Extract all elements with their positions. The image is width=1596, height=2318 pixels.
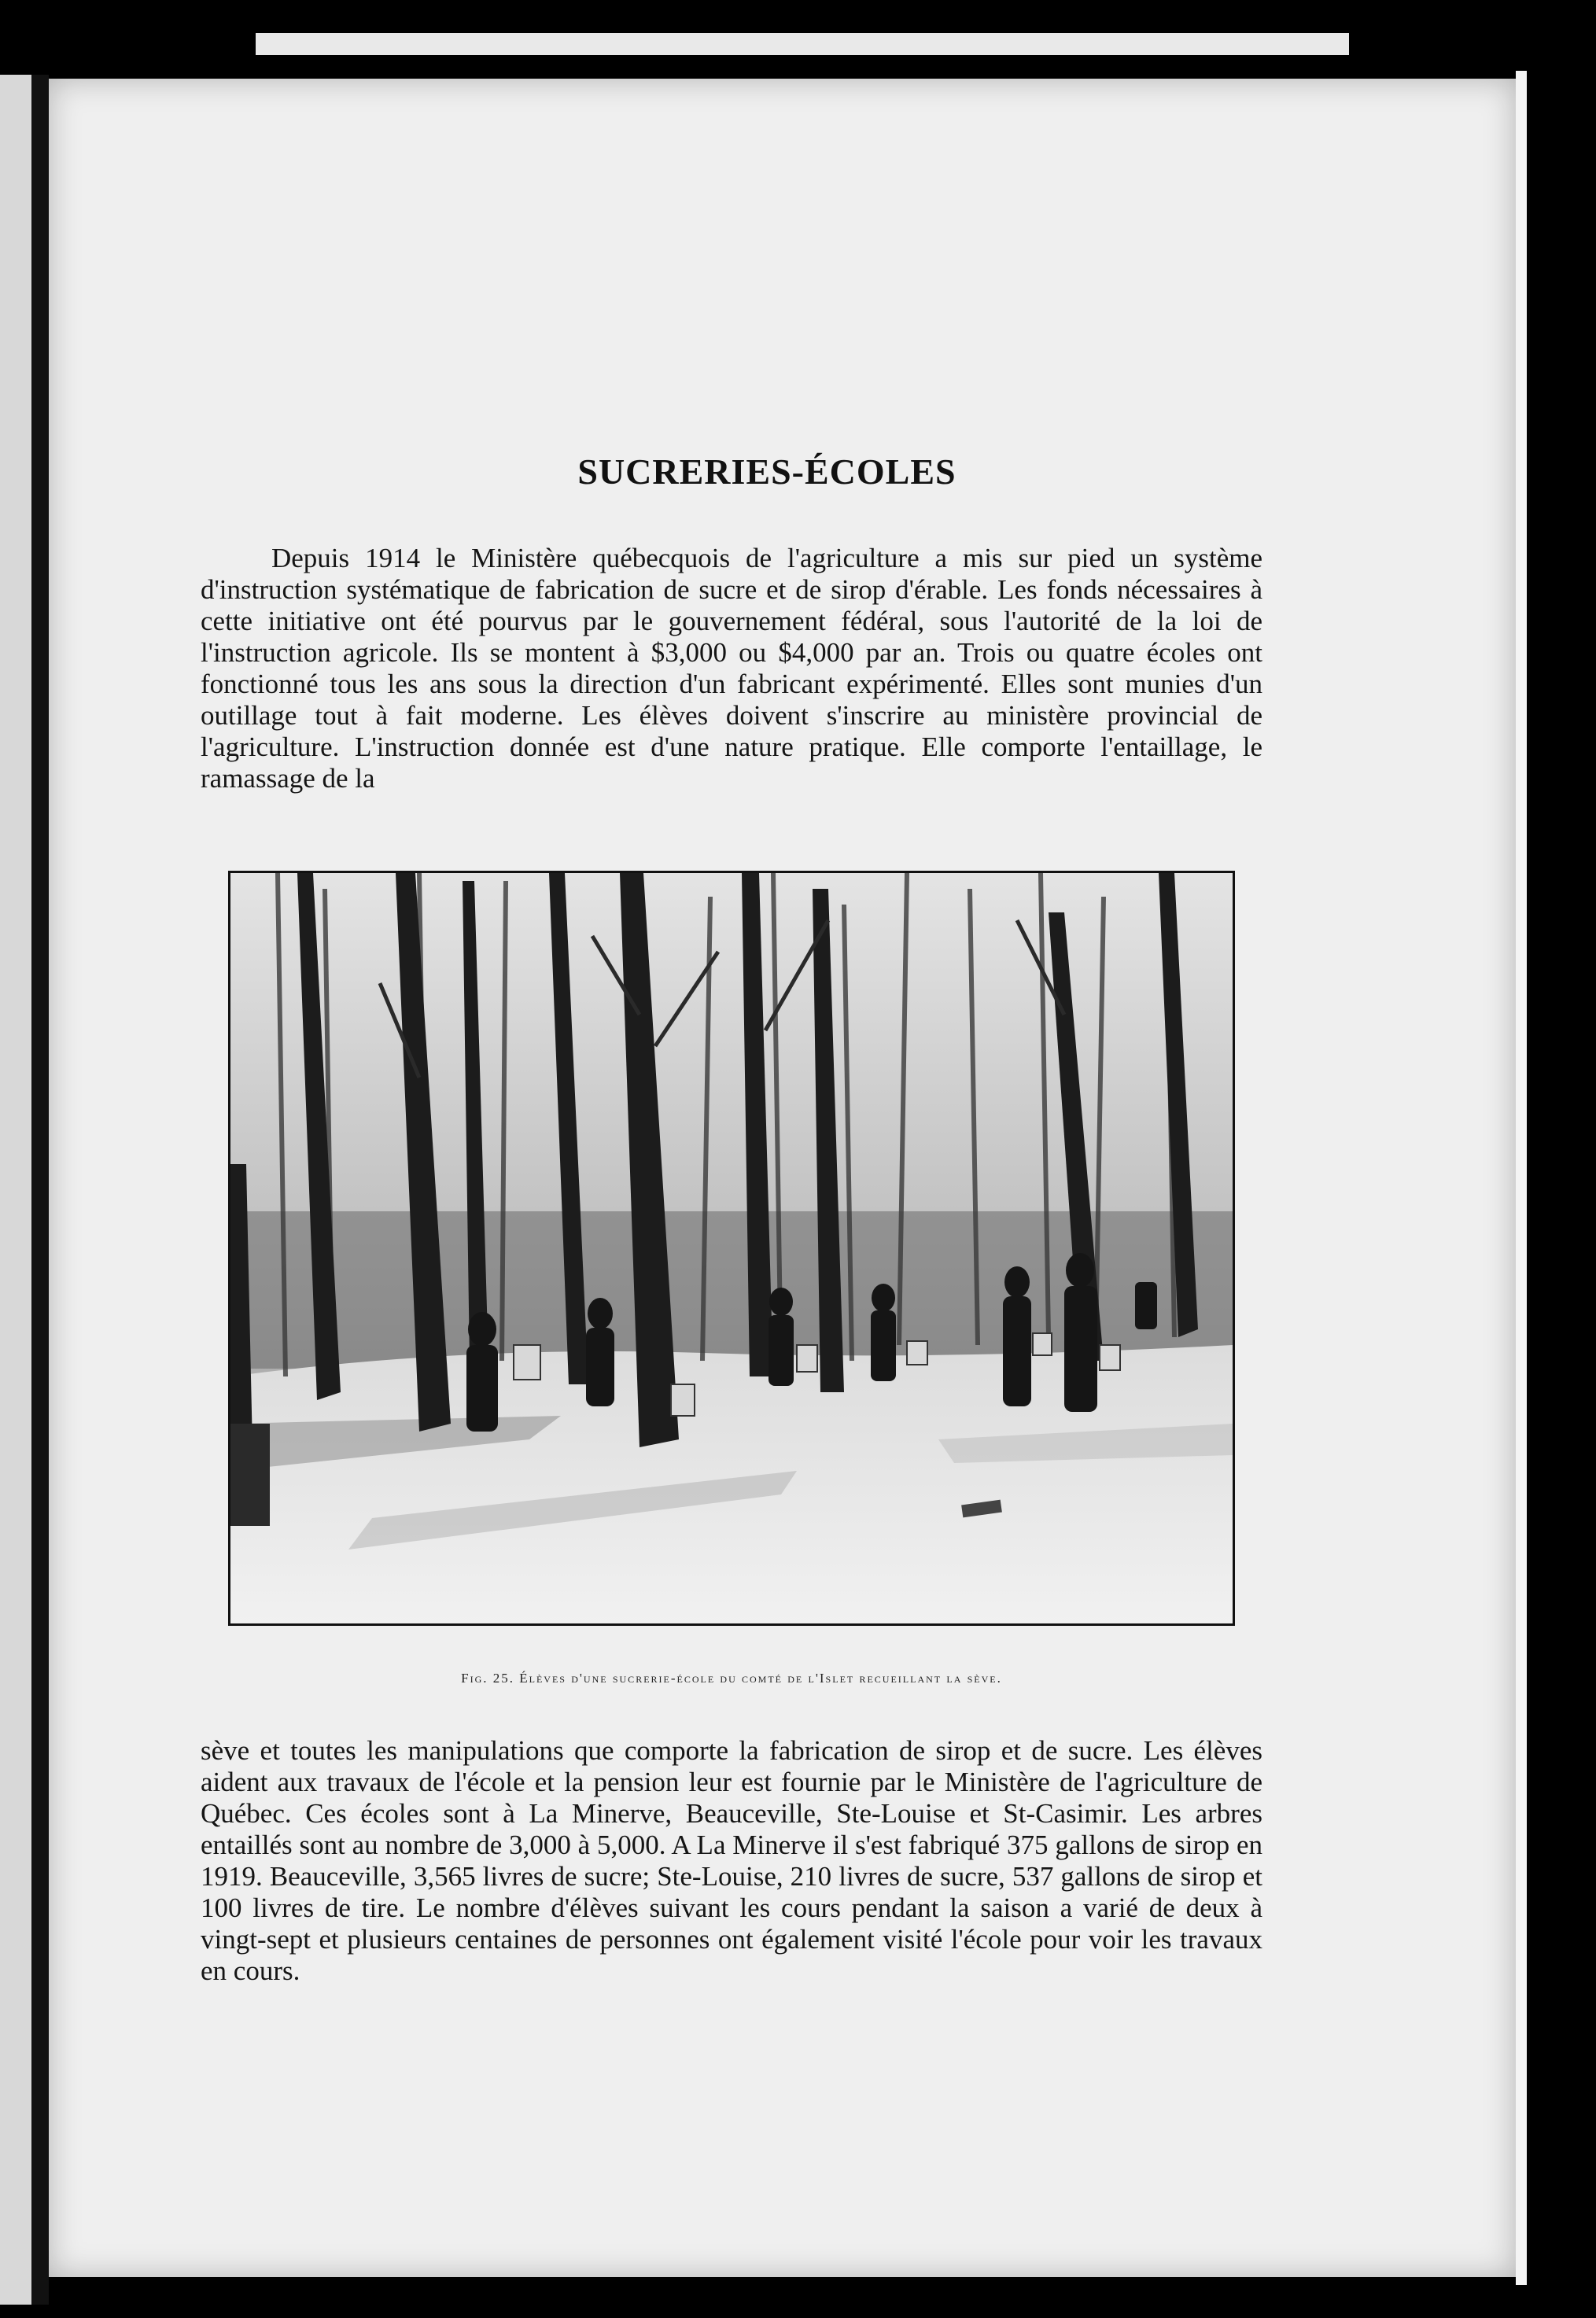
body-paragraph-1: Depuis 1914 le Ministère québecquois de l'agriculture a mis sur pied un système d'instruction systématique de fabrication de sucre et de sirop d'érable. Les fonds nécessaires à cette initiative ont été pourvus par le gouvernement fédéral, sous l'autorité de la loi de l'instruction agricole. Ils se montent à $3,000 ou $4,000 par an. Trois ou quatre écoles ont fonctionné tous les ans sous la direction d'un fabricant expérimenté. Elles sont munies d'un outillage tout à fait moderne. Les élèves doivent s'inscrire au ministère provincial de l'agriculture. L'instruction donnée est d'une nature pratique. Elle comporte l'entaillage, le ramassage de la	[201, 543, 1262, 794]
page-title: SUCRERIES-ÉCOLES	[577, 451, 956, 492]
figure-caption: Fig. 25. Élèves d'une sucrerie-école du comté de l'Islet recueillant la sève.	[461, 1671, 1002, 1686]
body-paragraph-2: sève et toutes les manipulations que comporte la fabrication de sirop et de sucre. Les élèves aident aux travaux de l'école et la pension leur est fournie par le Ministère de l'agriculture de Québec. Ces écoles sont à La Minerve, Beauceville, Ste-Louise et St-Casimir. Les arbres entaillés sont au nombre de 3,000 à 5,000. A La Minerve il s'est fabriqué 375 gallons de sirop en 1919. Beauceville, 3,565 livres de sucre; Ste-Louise, 210 livres de sucre, 537 gallons de sirop et 100 livres de tire. Le nombre d'élèves suivant les cours pendant la saison a varié de deux à vingt-sept et plusieurs centaines de personnes ont également visité l'école pour voir les travaux en cours.	[201, 1735, 1262, 1986]
facing-page-edge	[0, 75, 31, 2305]
scan-top-strip	[256, 33, 1349, 55]
page-right-edge	[1516, 71, 1527, 2285]
book-gutter	[31, 75, 49, 2305]
photograph-sugar-bush	[228, 871, 1235, 1626]
